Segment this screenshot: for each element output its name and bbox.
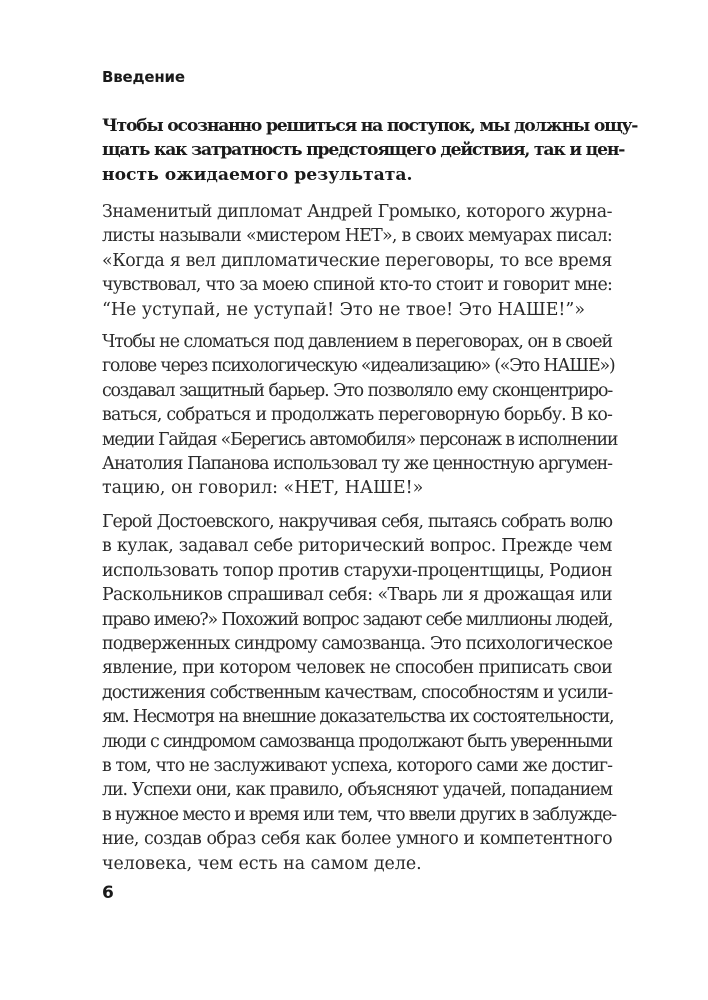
paragraph-line: человека, чем есть на самом деле. xyxy=(102,853,422,874)
paragraph-line: листы называли «мистером НЕТ», в своих мемуарах писал: xyxy=(102,226,612,247)
body-paragraph xyxy=(102,510,616,876)
paragraph-line: Герой Достоевского, накручивая себя, пытаясь собрать волю xyxy=(102,512,612,532)
paragraph-line: в нужное место и время или тем, что ввели других в заблужде- xyxy=(102,804,616,825)
paragraph-line: ли. Успехи они, как правило, объясняют удачей, попаданием xyxy=(102,780,612,801)
body-paragraph xyxy=(102,200,612,322)
running-title: Введение xyxy=(102,68,185,86)
paragraph-line: ние, создав образ себя как более умного и компетентного xyxy=(102,829,612,850)
paragraph-line: щать как затратность предстоящего действия, так и цен- xyxy=(102,140,625,161)
paragraph-line: в том, что не заслуживают успеха, которого сами же достиг- xyxy=(102,756,612,777)
paragraph-line: Чтобы не сломаться под давлением в переговорах, он в своей xyxy=(102,332,612,352)
lead-paragraph xyxy=(102,114,638,187)
paragraph-line: Знаменитый дипломат Андрей Громыко, которого журна- xyxy=(102,202,612,222)
paragraph-line: люди с синдромом самозванца продолжают быть уверенными xyxy=(102,731,613,752)
paragraph-line: ям. Несмотря на внешние доказательства их состоятельности, xyxy=(102,707,614,728)
body-paragraph xyxy=(102,330,618,501)
paragraph-line: в кулак, задавал себе риторический вопрос. Прежде чем xyxy=(102,536,612,557)
paragraph-line: ваться, собраться и продолжать переговорную борьбу. В ко- xyxy=(102,405,612,426)
paragraph-line: ность ожидаемого результата. xyxy=(102,164,413,185)
paragraph-line: “Не уступай, не уступай! Это не твое! Это НАШЕ!”» xyxy=(102,299,585,320)
paragraph-line: явление, при котором человек не способен приписать свои xyxy=(102,658,612,679)
paragraph-line: использовать топор против старухи-процентщицы, Родион xyxy=(102,560,612,581)
paragraph-line: голове через психологическую «идеализацию» («Это НАШЕ») xyxy=(102,356,615,377)
paragraph-line: чувствовал, что за моею спиной кто-то стоит и говорит мне: xyxy=(102,275,612,296)
paragraph-line: «Когда я вел дипломатические переговоры, то все время xyxy=(102,250,612,271)
paragraph-line: право имею?» Похожий вопрос задают себе миллионы людей, xyxy=(102,609,613,630)
paragraph-line: тацию, он говорил: «НЕТ, НАШЕ!» xyxy=(102,478,424,499)
paragraph-line: достижения собственным качествам, способностям и усили- xyxy=(102,682,613,703)
paragraph-line: Анатолия Папанова использовал ту же ценностную аргумен- xyxy=(102,454,612,475)
paragraph-line: создавал защитный барьер. Это позволяло ему сконцентриро- xyxy=(102,380,612,401)
page-number: 6 xyxy=(102,883,114,903)
paragraph-line: Раскольников спрашивал себя: «Тварь ли я дрожащая или xyxy=(102,585,612,606)
paragraph-line: медии Гайдая «Берегись автомобиля» персонаж в исполнении xyxy=(102,429,618,450)
paragraph-line: Чтобы осознанно решиться на поступок, мы должны ощу- xyxy=(102,116,638,136)
paragraph-line: подверженных синдрому самозванца. Это психологическое xyxy=(102,634,613,655)
